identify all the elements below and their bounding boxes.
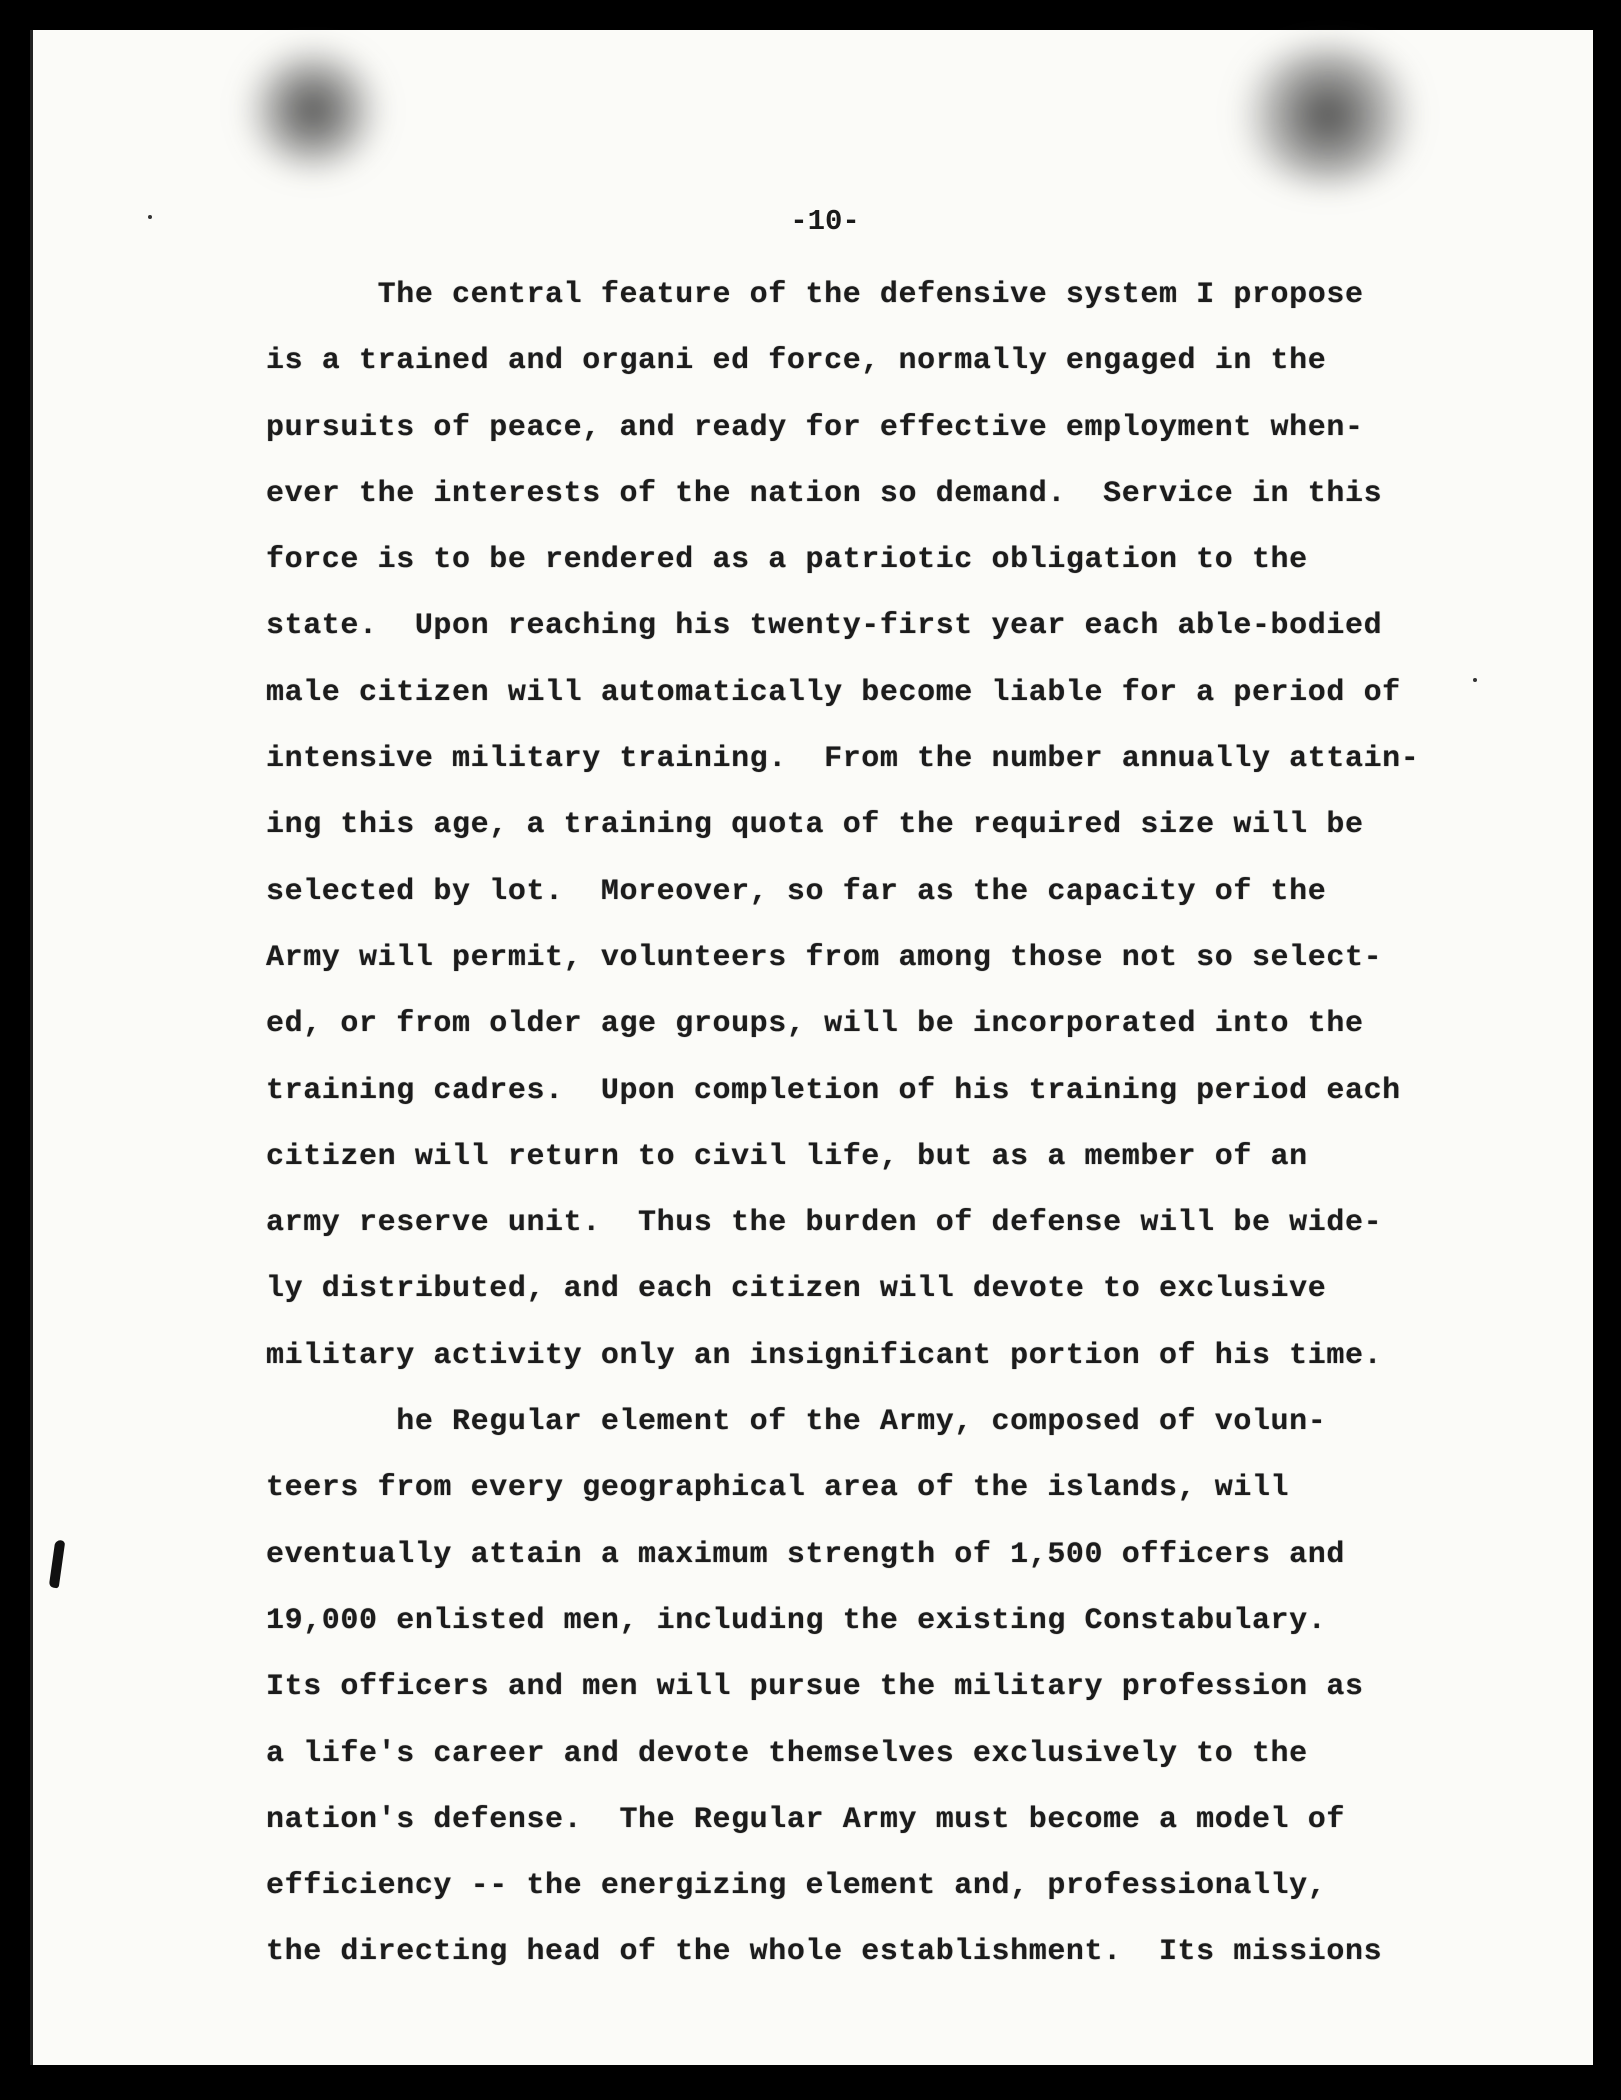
text-line: army reserve unit. Thus the burden of defense will be wide- (266, 1206, 1383, 1241)
text-line: ly distributed, and each citizen will devote to exclusive (266, 1272, 1327, 1307)
text-line: the directing head of the whole establishment. Its missions (266, 1935, 1383, 1970)
text-line: ed, or from older age groups, will be incorporated into the (266, 1007, 1364, 1042)
text-line: The central feature of the defensive system I propose (266, 278, 1364, 312)
text-line: male citizen will automatically become liable for a period of (266, 675, 1401, 710)
text-line: is a trained and organi ed force, normally engaged in the (266, 344, 1327, 379)
text-line: force is to be rendered as a patriotic obligation to the (266, 543, 1308, 578)
ink-smudge-left (243, 50, 383, 170)
text-line: pursuits of peace, and ready for effective employment when- (266, 410, 1364, 445)
text-line: Its officers and men will pursue the military profession as (266, 1670, 1364, 1705)
body-text (266, 262, 1506, 1986)
text-line: training cadres. Upon completion of his training period each (266, 1073, 1401, 1108)
text-line: state. Upon reaching his twenty-first year each able-bodied (266, 609, 1383, 644)
text-line: eventually attain a maximum strength of 1,500 officers and (266, 1537, 1345, 1572)
ink-smudge-right (1233, 45, 1423, 185)
text-line: selected by lot. Moreover, so far as the capacity of the (266, 874, 1327, 909)
text-line: Army will permit, volunteers from among those not so select- (266, 940, 1383, 975)
speck (148, 215, 152, 219)
text-line: military activity only an insignificant portion of his time. (266, 1338, 1383, 1373)
text-line: efficiency -- the energizing element and, professionally, (266, 1869, 1327, 1904)
text-line: teers from every geographical area of the islands, will (266, 1471, 1290, 1506)
text-line: 19,000 enlisted men, including the existing Constabulary. (266, 1603, 1327, 1638)
page-number: -10- (790, 205, 860, 238)
text-line: nation's defense. The Regular Army must become a model of (266, 1802, 1345, 1837)
text-line: citizen will return to civil life, but as a member of an (266, 1139, 1308, 1174)
text-line: intensive military training. From the number annually attain- (266, 742, 1420, 777)
text-line: he Regular element of the Army, composed of volun- (266, 1405, 1327, 1440)
text-line: ever the interests of the nation so demand. Service in this (266, 476, 1383, 511)
text-line: a life's career and devote themselves exclusively to the (266, 1736, 1308, 1771)
text-line: ing this age, a training quota of the required size will be (266, 808, 1364, 843)
